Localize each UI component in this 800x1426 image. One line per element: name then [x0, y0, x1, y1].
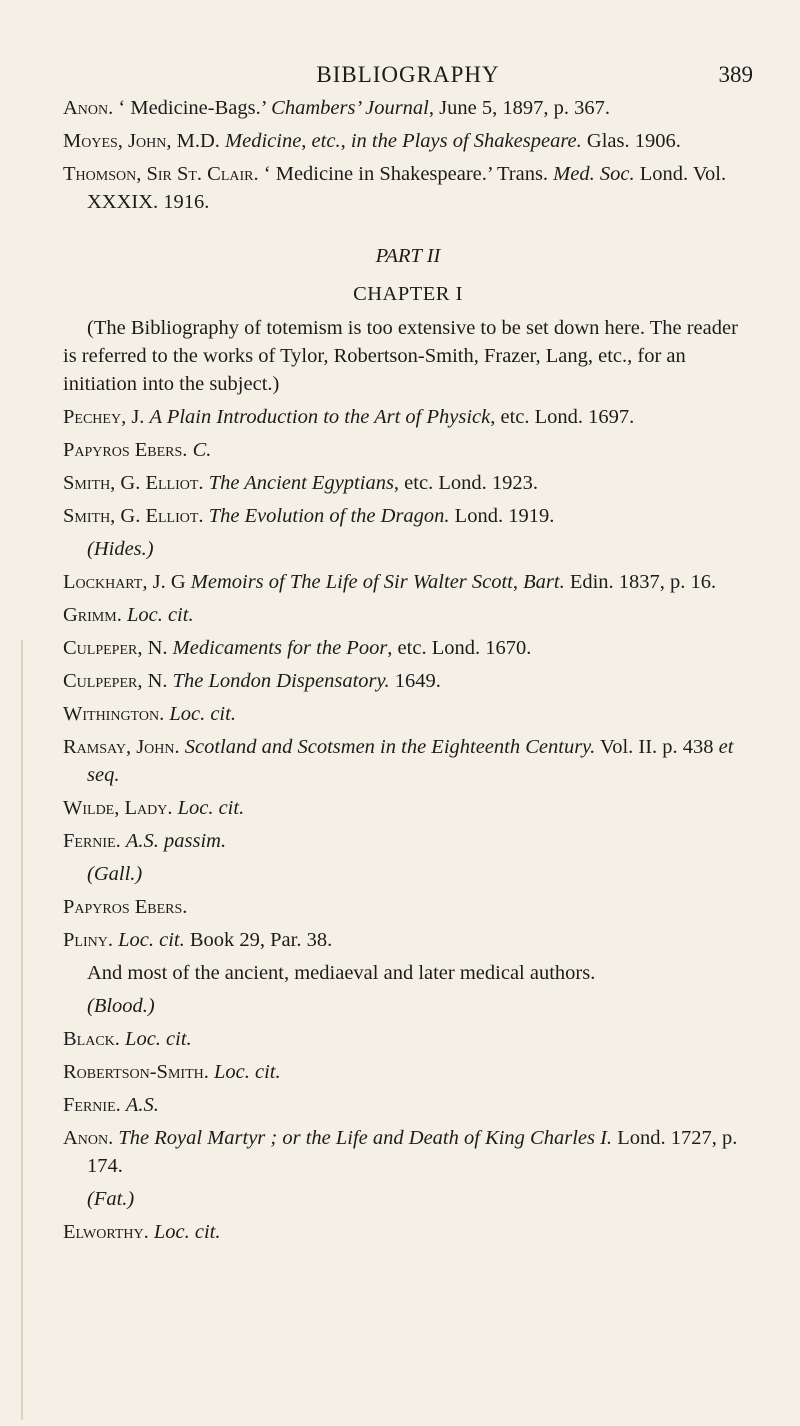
bibliography-entry: [63, 1218, 753, 1246]
entry-author: Elworthy.: [63, 1221, 149, 1243]
entry-author: Smith, G. Elliot.: [63, 505, 204, 527]
entry-author: Grimm.: [63, 604, 122, 626]
bibliography-entry: [63, 827, 753, 855]
bibliography-entry: [63, 94, 753, 122]
entry-title-italic: Loc. cit.: [125, 1028, 192, 1050]
entry-continuation: And most of the ancient, mediaeval and later medical authors.: [87, 962, 596, 984]
entry-author: Robertson-Smith.: [63, 1061, 209, 1083]
bibliography-entry: [63, 700, 753, 728]
bibliography-entry: [63, 733, 753, 789]
entry-text: , June 5, 1897, p. 367.: [428, 97, 610, 119]
entry-author: Anon.: [63, 97, 114, 119]
entry-title-italic: Loc. cit.: [213, 1061, 281, 1083]
bibliography-entry: [63, 436, 753, 464]
entry-author: Papyros Ebers.: [63, 439, 188, 461]
entry-title-italic: Loc. cit.: [169, 703, 236, 725]
entry-title-italic: A.S. passim.: [125, 830, 227, 852]
page-edge-shadow: [21, 640, 23, 1420]
running-head: BIBLIOGRAPHY: [316, 62, 500, 87]
entry-title-italic: Bart.: [523, 571, 565, 593]
entry-author: Culpeper, N.: [63, 670, 168, 692]
bibliography-list-main: [63, 403, 753, 1246]
bibliography-list-top: [63, 94, 753, 216]
subject-heading: (Gall.): [87, 863, 143, 885]
subject-heading: (Hides.): [87, 538, 154, 560]
entry-text: ,: [340, 130, 351, 152]
entry-text: Vol. II. p. 438: [595, 736, 719, 758]
bibliography-entry: [63, 127, 753, 155]
entry-title-italic: The Evolution of the Dragon.: [208, 505, 450, 527]
entry-author: Culpeper, N.: [63, 637, 168, 659]
entry-author: Fernie.: [63, 830, 121, 852]
entry-title-italic: et seq.: [87, 736, 734, 786]
entry-text: Lond. Vol. XXXIX. 1916.: [87, 163, 727, 213]
entry-title-italic: Loc. cit.: [153, 1221, 221, 1243]
entry-text: Book 29, Par. 38.: [184, 929, 333, 951]
entry-author: Withington.: [63, 703, 165, 725]
entry-title-italic: Loc. cit.: [126, 604, 194, 626]
entry-text: Lond. 1727, p. 174.: [87, 1127, 738, 1177]
bibliography-entry: [63, 469, 753, 497]
entry-author: Lockhart, J. G: [63, 571, 186, 593]
entry-text: Glas. 1906.: [581, 130, 681, 152]
bibliography-entry: [63, 926, 753, 954]
entry-text: , etc. Lond. 1670.: [387, 637, 532, 659]
bibliography-entry: [63, 1124, 753, 1180]
bibliography-entry: [63, 634, 753, 662]
bibliography-entry: [63, 403, 753, 431]
entry-text: M.D.: [171, 130, 226, 152]
entry-title-italic: Chambers’ Journal: [271, 97, 429, 119]
page-number: 389: [718, 62, 753, 87]
chapter-heading: CHAPTER I: [353, 283, 463, 305]
bibliography-entry: [63, 1058, 753, 1086]
entry-title-italic: C.: [192, 439, 212, 461]
bibliography-entry: [63, 601, 753, 629]
entry-title-italic: Loc. cit.: [177, 797, 245, 819]
entry-title-italic: in the Plays of Shakespeare.: [350, 130, 582, 152]
entry-text: ‘ Medicine-Bags.’: [113, 97, 272, 119]
bibliography-entry: [63, 893, 753, 921]
entry-title-italic: The Ancient Egyptians: [208, 472, 394, 494]
bibliography-entry: [63, 568, 753, 596]
entry-title-italic: The Royal Martyr ; or the Life and Death of King Charles I.: [118, 1127, 613, 1149]
entry-title-italic: The London Dispensatory.: [172, 670, 390, 692]
bibliography-entry: [63, 160, 753, 216]
entry-author: Papyros Ebers.: [63, 896, 188, 918]
bibliography-entry: [63, 667, 753, 695]
entry-author: Wilde, Lady.: [63, 797, 173, 819]
entry-author: Fernie.: [63, 1094, 121, 1116]
entry-text: Edin. 1837, p. 16.: [564, 571, 717, 593]
entry-title-italic: etc.: [311, 130, 341, 152]
entry-author: Moyes, John,: [63, 130, 172, 152]
bibliography-entry: [63, 1025, 753, 1053]
part-heading: PART II: [375, 245, 441, 267]
entry-text: ,: [512, 571, 524, 593]
entry-author: Pechey, J.: [63, 406, 145, 428]
entry-author: Black.: [63, 1028, 120, 1050]
entry-title-italic: A.S.: [125, 1094, 159, 1116]
bibliography-entry: [63, 1091, 753, 1119]
entry-text: ‘ Medicine in Shakespeare.’ Trans.: [258, 163, 554, 185]
entry-text: 1649.: [389, 670, 441, 692]
subject-heading: (Blood.): [87, 995, 155, 1017]
entry-author: Pliny.: [63, 929, 113, 951]
entry-author: Anon.: [63, 1127, 114, 1149]
entry-title-italic: A Plain Introduction to the Art of Physick: [149, 406, 491, 428]
entry-title-italic: Memoirs of The Life of Sir Walter Scott: [190, 571, 513, 593]
entry-author: Thomson, Sir St. Clair.: [63, 163, 259, 185]
entry-title-italic: Scotland and Scotsmen in the Eighteenth Century.: [184, 736, 596, 758]
entry-text: , etc. Lond. 1923.: [393, 472, 538, 494]
intro-note: (The Bibliography of totemism is too extensive to be set down here. The reader is referred to the works of Tylor, Robertson-Smith, Frazer, Lang, etc., for an initiation into the subject.): [63, 317, 738, 395]
book-page: [63, 60, 753, 1251]
entry-title-italic: Med. Soc.: [553, 163, 635, 185]
entry-text: ,: [301, 130, 312, 152]
bibliography-entry: [63, 794, 753, 822]
entry-title-italic: Medicine: [225, 130, 302, 152]
bibliography-entry: [63, 502, 753, 530]
entry-text: , etc. Lond. 1697.: [490, 406, 635, 428]
entry-author: Smith, G. Elliot.: [63, 472, 204, 494]
entry-title-italic: Medicaments for the Poor: [172, 637, 388, 659]
entry-author: Ramsay, John.: [63, 736, 180, 758]
entry-text: Lond. 1919.: [449, 505, 555, 527]
entry-title-italic: Loc. cit.: [118, 929, 185, 951]
subject-heading: (Fat.): [87, 1188, 135, 1210]
page-header: [63, 60, 753, 94]
